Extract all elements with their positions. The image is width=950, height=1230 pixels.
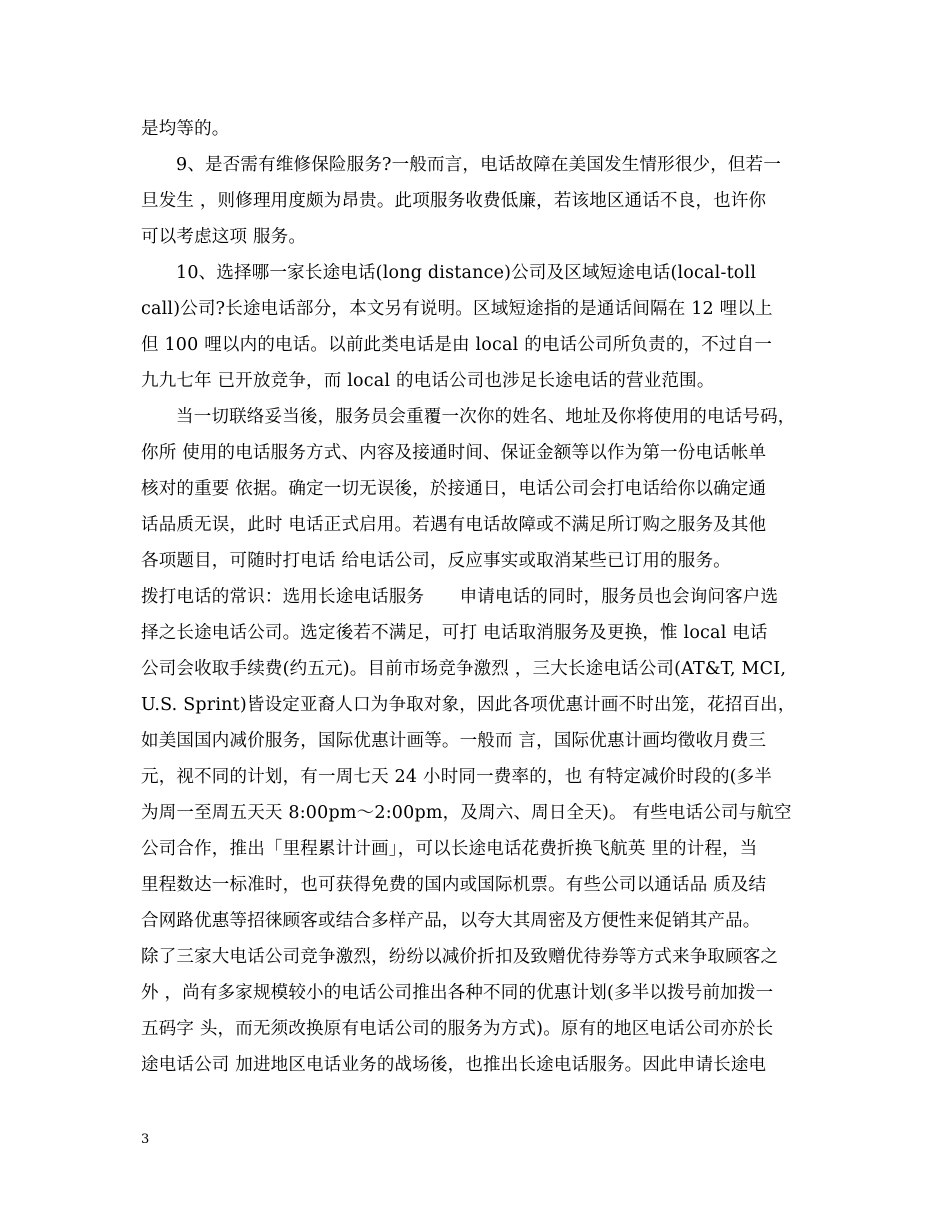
text-line: 核对的重要 依据。确定一切无误後，於接通日，电话公司会打电话给你以确定通 — [141, 479, 767, 499]
text-line: 旦发生 ，则修理用度颇为昂贵。此项服务收费低廉，若该地区通话不良，也许你 — [141, 191, 767, 211]
text-line: 外 ，尚有多家规模较小的电话公司推出各种不同的优惠计划(多半以拨号前加拨一 — [141, 983, 774, 1003]
text-line: 五码字 头，而无须改换原有电话公司的服务为方式)。原有的地区电话公司亦於长 — [141, 1019, 774, 1039]
text-line: 为周一至周五天天 8:00pm～2:00pm，及周六、周日全天)。 有些电话公司与航空 — [141, 803, 792, 823]
text-line: U.S. Sprint)皆设定亚裔人口为争取对象，因此各项优惠计画不时出笼，花招百出， — [141, 695, 796, 715]
text-line: 择之长途电话公司。选定後若不满足，可打 电话取消服务及更换，惟 local 电话 — [141, 623, 768, 643]
text-line: call)公司?长途电话部分，本文另有说明。区域短途指的是通话间隔在 12 哩以上 — [141, 299, 773, 319]
text-line: 10、选择哪一家长途电话(long distance)公司及区域短途电话(local-toll — [176, 263, 757, 283]
text-line: 拨打电话的常识：选用长途电话服务 申请电话的同时，服务员也会询问客户选 — [141, 587, 779, 607]
page-number: 3 — [141, 1132, 150, 1147]
text-line: 合网路优惠等招徕顾客或结合多样产品，以夸大其周密及方便性来促销其产品。 — [141, 911, 761, 931]
text-line: 可以考虑这项 服务。 — [141, 227, 307, 247]
text-line: 9、是否需有维修保险服务?一般而言，电话故障在美国发生情形很少，但若一 — [176, 155, 782, 175]
text-line: 元，视不同的计划，有一周七天 24 小时同一费率的，也 有特定减价时段的(多半 — [141, 767, 773, 787]
text-line: 里程数达一标准时，也可获得免费的国内或国际机票。有些公司以通话品 质及结 — [141, 875, 767, 895]
text-line: 公司会收取手续费(约五元)。目前市场竞争激烈 ，三大长途电话公司(AT&T, MCI, — [141, 659, 787, 679]
text-line: 你所 使用的电话服务方式、内容及接通时间、保证金额等以作为第一份电话帐单 — [141, 443, 767, 463]
text-line: 当一切联络妥当後，服务员会重覆一次你的姓名、地址及你将使用的电话号码， — [176, 407, 796, 427]
text-line: 公司合作，推出「里程累计计画」，可以长途电话花费折换飞航英 里的计程，当 — [141, 839, 758, 859]
text-line: 但 100 哩以内的电话。以前此类电话是由 local 的电话公司所负责的，不过自一 — [141, 335, 773, 355]
text-line: 话品质无误，此时 电话正式启用。若遇有电话故障或不满足所订购之服务及其他 — [141, 515, 767, 535]
text-line: 除了三家大电话公司竞争激烈，纷纷以减价折扣及致赠优待券等方式来争取顾客之 — [141, 947, 779, 967]
text-line: 九九七年 已开放竞争，而 local 的电话公司也涉足长途电话的营业范围。 — [141, 371, 715, 391]
text-line: 如美国国内减价服务，国际优惠计画等。一般而 言，国际优惠计画均徵收月费三 — [141, 731, 767, 751]
text-line: 途电话公司 加进地区电话业务的战场後，也推出长途电话服务。因此申请长途电 — [141, 1055, 767, 1075]
text-line: 各项题目，可随时打电话 给电话公司，反应事实或取消某些已订用的服务。 — [141, 551, 731, 571]
text-line: 是均等的。 — [141, 119, 230, 139]
